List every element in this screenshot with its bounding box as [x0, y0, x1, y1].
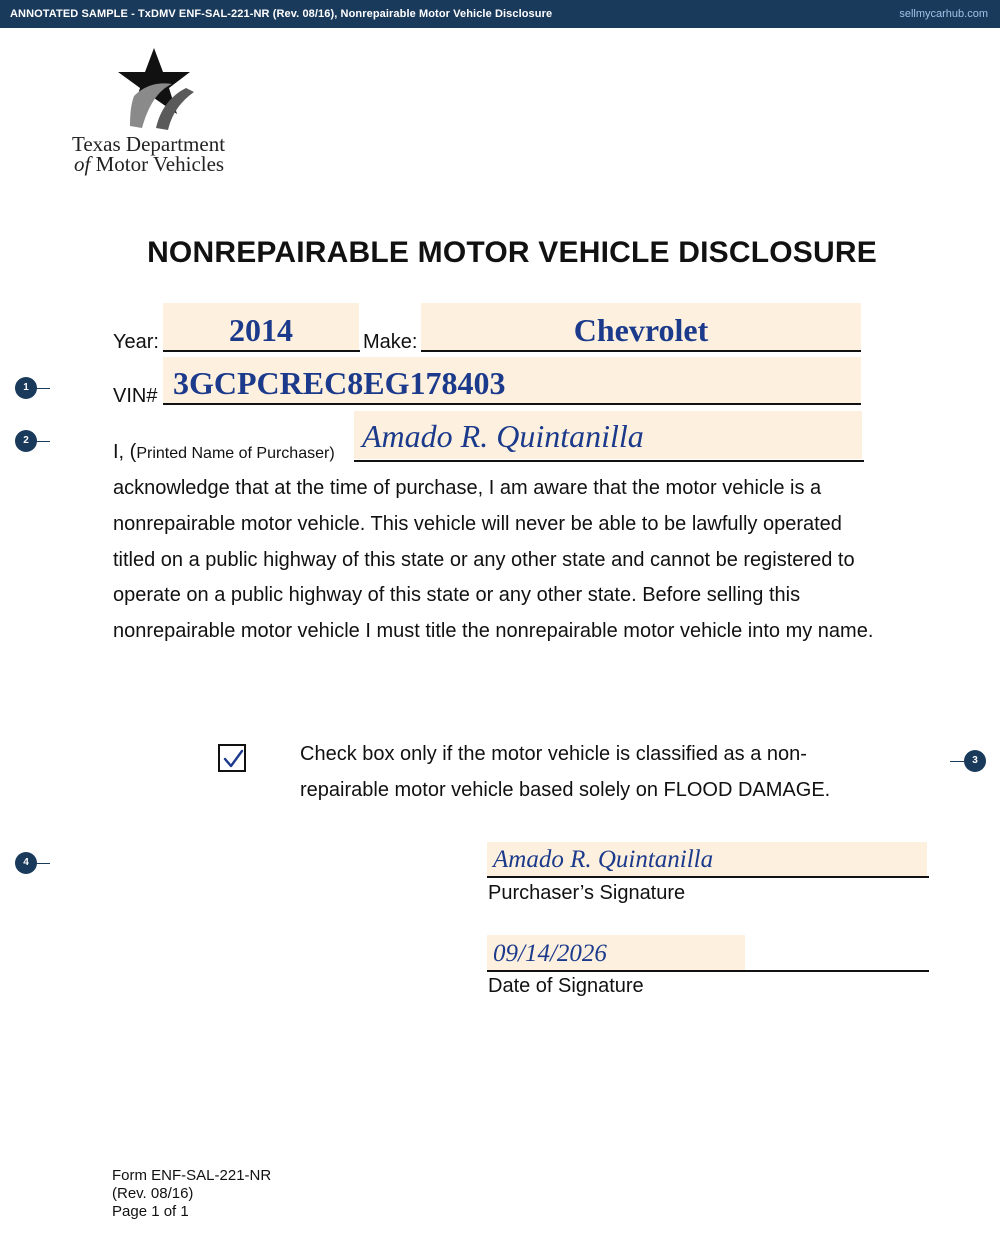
year-value[interactable]: 2014	[229, 312, 293, 348]
year-label: Year:	[113, 331, 159, 353]
vin-value[interactable]: 3GCPCREC8EG178403	[173, 365, 506, 401]
flood-damage-checkbox[interactable]	[218, 744, 246, 772]
logo-org-rest: Motor Vehicles	[90, 152, 225, 176]
form-footer	[112, 1167, 271, 1221]
paragraph-line: titled on a public highway of this state or any other state and cannot be registered to	[113, 548, 855, 571]
banner-title: ANNOTATED SAMPLE - TxDMV ENF-SAL-221-NR (Rev. 08/16), Nonrepairable Motor Vehicle Disclosure	[10, 8, 553, 20]
vin-underline	[163, 403, 861, 405]
paragraph-line: acknowledge that at the time of purchase, I am aware that the motor vehicle is a	[113, 477, 822, 499]
marker-connector	[36, 863, 50, 864]
txdmv-logo	[70, 48, 270, 183]
marker-connector	[950, 761, 964, 762]
purchaser-underline	[354, 460, 864, 462]
purchaser-label-i: I, (	[113, 441, 137, 463]
signature-label: Purchaser’s Signature	[488, 882, 686, 904]
paragraph-line: nonrepairable motor vehicle I must title the nonrepairable motor vehicle into my name.	[113, 620, 874, 643]
signature-underline	[487, 876, 929, 878]
acknowledgement-paragraph	[113, 471, 933, 650]
footer-revision: (Rev. 08/16)	[112, 1185, 194, 1202]
make-label: Make:	[363, 331, 418, 353]
annotation-marker[interactable]: 4	[15, 852, 37, 874]
date-underline	[487, 970, 929, 972]
date-label: Date of Signature	[488, 975, 644, 997]
marker-connector	[36, 441, 50, 442]
purchaser-label	[113, 441, 335, 464]
annotation-marker[interactable]: 3	[964, 750, 986, 772]
texas-star-icon	[112, 48, 202, 130]
date-value[interactable]: 09/14/2026	[493, 940, 607, 967]
logo-org-of: of	[74, 152, 91, 176]
make-value[interactable]: Chevrolet	[573, 312, 709, 348]
footer-page-number: Page 1 of 1	[112, 1203, 189, 1220]
purchaser-label-small: Printed Name of Purchaser)	[136, 445, 335, 462]
purchaser-name-value[interactable]: Amado R. Quintanilla	[362, 418, 644, 454]
flood-text-line: Check box only if the motor vehicle is classified as a non-	[300, 743, 807, 765]
paragraph-line: operate on a public highway of this state or any other state. Before selling this	[113, 584, 801, 607]
logo-org-line1: Texas Department	[72, 132, 226, 156]
paragraph-line: nonrepairable motor vehicle. This vehicle will never be able to be lawfully operated	[113, 512, 842, 535]
footer-form-number: Form ENF-SAL-221-NR	[112, 1167, 272, 1184]
marker-connector	[36, 388, 50, 389]
annotation-banner	[0, 0, 1000, 28]
banner-site-link[interactable]: sellmycarhub.com	[899, 8, 988, 20]
annotation-marker[interactable]: 1	[15, 377, 37, 399]
checkmark-icon	[222, 748, 244, 770]
make-underline	[421, 350, 861, 352]
annotation-marker[interactable]: 2	[15, 430, 37, 452]
flood-damage-text	[300, 736, 830, 808]
document-title: NONREPAIRABLE MOTOR VEHICLE DISCLOSURE	[147, 236, 877, 269]
year-underline	[163, 350, 360, 352]
signature-value[interactable]: Amado R. Quintanilla	[493, 846, 714, 873]
flood-text-line: repairable motor vehicle based solely on FLOOD DAMAGE.	[300, 779, 831, 801]
vin-label: VIN#	[113, 385, 158, 407]
logo-org-line2	[74, 152, 224, 177]
